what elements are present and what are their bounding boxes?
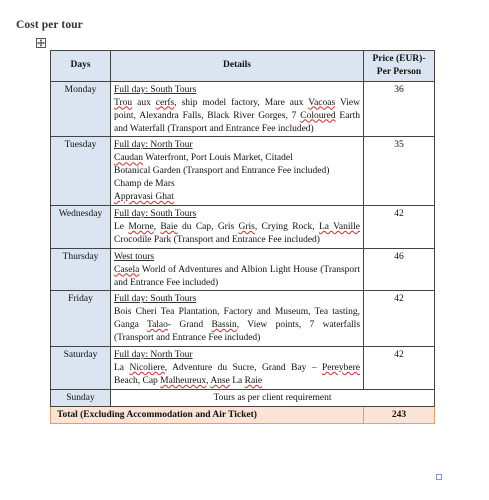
tour-heading: West tours <box>114 251 155 262</box>
place-name: Malheureux <box>160 375 207 386</box>
header-details: Details <box>111 51 364 82</box>
detail-line <box>114 178 360 191</box>
detail-text: Le <box>114 221 129 232</box>
table-row-sunday <box>51 389 435 406</box>
total-label: Total (Excluding Accommodation and Air Ticket) <box>51 406 364 423</box>
move-arrows-icon <box>37 39 45 47</box>
header-price <box>364 51 435 82</box>
place-name: Vacoas <box>308 97 336 108</box>
place-name: Anse <box>210 375 230 386</box>
day-cell: Friday <box>51 291 111 347</box>
tour-description <box>114 264 360 290</box>
tour-description <box>114 362 360 388</box>
detail-text: Botanical Garden (Transport and Entrance Fee included) <box>114 166 330 177</box>
detail-text: , View points, 7 waterfalls (Transport and Entrance Fee included) <box>114 320 361 344</box>
header-days: Days <box>51 51 111 82</box>
place-name: Caudan <box>114 153 144 164</box>
tour-heading: Full day: South Tours <box>114 208 197 219</box>
detail-text: Waterfront, Port Louis Market, Citadel <box>143 153 293 164</box>
detail-line <box>114 152 360 165</box>
detail-text: Earth and Waterfall (Transport and Entrance Fee included) <box>114 110 360 134</box>
detail-text: View point, Alexandra Falls, Black River Gorges, 7 <box>114 97 360 121</box>
day-cell: Thursday <box>51 248 111 291</box>
price-cell: 35 <box>364 137 435 206</box>
detail-text: , ship model factory, Mare aux <box>174 97 309 108</box>
page-title: Cost per tour <box>16 19 83 31</box>
tour-heading: Full day: South Tours <box>114 294 197 305</box>
detail-text: , <box>206 375 211 386</box>
total-value: 243 <box>364 406 435 423</box>
day-cell: Sunday <box>51 389 111 406</box>
tour-cost-table <box>50 50 435 424</box>
day-cell: Monday <box>51 81 111 137</box>
place-name: Talao <box>146 320 168 331</box>
place-name: Baie <box>160 221 178 232</box>
header-price-line2: Per Person <box>376 66 422 77</box>
detail-text: , Crying Rock, <box>254 221 319 232</box>
table-move-handle[interactable] <box>36 38 46 48</box>
table-row <box>51 205 435 248</box>
detail-text: Champ de Mars <box>114 179 175 190</box>
place-name: Nicoliere <box>129 362 165 373</box>
table-row <box>51 291 435 347</box>
sunday-note: Tours as per client requirement <box>111 389 435 406</box>
tour-heading: Full day: South Tours <box>114 84 197 95</box>
table-row <box>51 347 435 390</box>
detail-text: Beach, Cap <box>114 375 161 386</box>
details-cell <box>111 137 364 206</box>
detail-text: Crocodile Park (Transport and Entrance Fee included) <box>114 234 320 245</box>
table-row <box>51 81 435 137</box>
day-cell: Wednesday <box>51 205 111 248</box>
detail-text: aux <box>132 97 156 108</box>
detail-text: , <box>153 221 161 232</box>
table-header-row <box>51 51 435 82</box>
details-cell <box>111 248 364 291</box>
place-name: Trou <box>114 97 133 108</box>
place-name: Appravasi Ghat <box>114 192 174 203</box>
detail-text: du Cap, Gris <box>177 221 239 232</box>
tour-description <box>114 306 360 345</box>
table-resize-handle[interactable] <box>436 474 442 480</box>
tour-heading: Full day: North Tour <box>114 140 193 151</box>
tour-heading: Full day: North Tour <box>114 350 193 361</box>
table-row <box>51 248 435 291</box>
detail-line <box>114 191 360 204</box>
table-row <box>51 137 435 206</box>
detail-text: World of Adventures and Albion Light House (Transport and Entrance Fee included) <box>114 264 360 288</box>
details-cell <box>111 347 364 390</box>
detail-text: Bois Cheri Tea Plantation, Factory and Museum, Tea tasting, Ganga <box>114 307 360 331</box>
tour-description <box>114 221 360 247</box>
detail-text: , Adventure du Sucre, Grand Bay – <box>164 362 323 373</box>
place-name: Casela <box>114 264 140 275</box>
detail-text: - Grand <box>167 320 212 331</box>
price-cell: 46 <box>364 248 435 291</box>
price-cell: 42 <box>364 205 435 248</box>
detail-line <box>114 165 360 178</box>
header-price-line1: Price (EUR)- <box>372 54 426 64</box>
place-name: Pereybere <box>322 362 360 373</box>
day-cell: Tuesday <box>51 137 111 206</box>
place-name: La Vanille <box>318 221 361 232</box>
place-name: Gris <box>238 221 255 232</box>
details-cell <box>111 291 364 347</box>
price-cell: 36 <box>364 81 435 137</box>
table-body <box>51 81 435 423</box>
details-cell <box>111 205 364 248</box>
price-cell: 42 <box>364 291 435 347</box>
place-name: cerfs <box>155 97 175 108</box>
tour-description <box>114 97 360 136</box>
detail-text: La <box>229 375 245 386</box>
place-name: Coloured <box>300 110 336 121</box>
place-name: Bassin <box>211 320 237 331</box>
table-row-total <box>51 406 435 423</box>
detail-text: La <box>114 362 130 373</box>
price-cell: 42 <box>364 347 435 390</box>
place-name: Morne <box>128 221 154 232</box>
day-cell: Saturday <box>51 347 111 390</box>
details-cell <box>111 81 364 137</box>
place-name: Raie <box>244 375 263 386</box>
